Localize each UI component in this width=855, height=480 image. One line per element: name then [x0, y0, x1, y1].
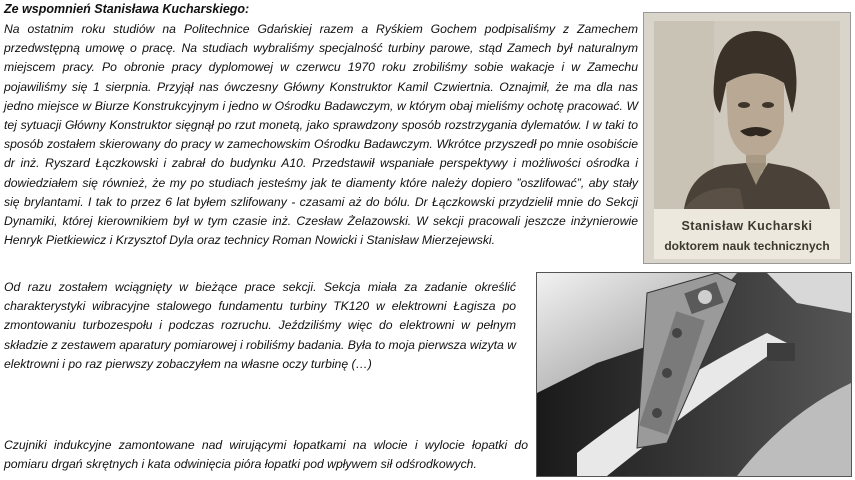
- heading: Ze wspomnień Stanisława Kucharskiego:: [4, 2, 250, 16]
- portrait-caption-title: doktorem nauk technicznych: [664, 239, 830, 253]
- portrait-caption-name: Stanisław Kucharski: [681, 219, 813, 233]
- portrait-photo: [643, 12, 851, 264]
- photo-caption: Czujniki indukcyjne zamontowane nad wirującymi łopatkami na wlocie i wylocie łopatki do pomiaru drgań skrętnych i kata odwinięcia pióra łopatki pod wpływem sił odśrodkowych.: [4, 438, 528, 472]
- paragraph-section-work: Od razu zostałem wciągnięty w bieżące prace sekcji. Sekcja miała za zadanie określić charakterystyki wibracyjne stalowego fundamentu turbiny TK120 w elektrowni Łagisza po zmontowaniu turbozespołu i podczas rozruchu. Jeździliśmy więc do elektrowni w pełnym składzie z zestawem aparatury pomiarowej i robiliśmy badania. Była to moja pierwsza wizyta w elektrowni i po raz pierwszy zobaczyłem na własne oczy turbinę (…): [4, 280, 516, 371]
- paragraph-memoir: Na ostatnim roku studiów na Politechnice Gdańskiej razem a Ryśkiem Gochem podpisaliśmy z Zamechem przedwstępną umowę o pracę. Na studiach wybraliśmy specjalność turbiny parowe, stąd Zamech był naturalnym miejscem pracy. Po obronie pracy dyplomowej w czerwcu 1970 roku zrobiliśmy sobie wakacje i w Zamechu pojawiliśmy się 1 sierpnia. Przyjął nas ówczesny Główny Konstruktor Kamil Czwiertnia. Oznajmił, że ma dla nas jedno miejsce w Biurze Konstrukcyjnym i jedno w Ośrodku Badawczym, w którym obaj mieliśmy ochotę pracować. W tej sytuacji Główny Konstruktor sięgnął po rzut monetą, jako sprawdzony sposób rozstrzygania dylematów. I w taki to sposób zostałem skierowany do pracy w zamechowskim Ośrodku Badawczym. Wkrótce przyszedł po mnie osobiście dr inż. Ryszard Łączkowski i zabrał do budynku A10. Przedstawił wspaniałe perspektywy i możliwości ośrodka i dowiedziałem się również, że my po studiach jesteśmy jak te diamenty które należy dopiero ”oszlifować”, aby stały się brylantami. I tak to przez 6 lat byłem szlifowany - czasami aż do bólu. Dr Łączkowski przydzielił mnie do Sekcji Dynamiki, której kierownikiem był w tym czasie inż. Czesław Żelazowski. W sekcji pracowali jeszcze inżynierowie Henryk Pietkiewicz i Krzysztof Dyla oraz technicy Roman Nowicki i Stanisław Mierzejewski.: [4, 22, 638, 248]
- turbine-image: [537, 273, 851, 476]
- turbine-sensor-photo: [536, 272, 852, 477]
